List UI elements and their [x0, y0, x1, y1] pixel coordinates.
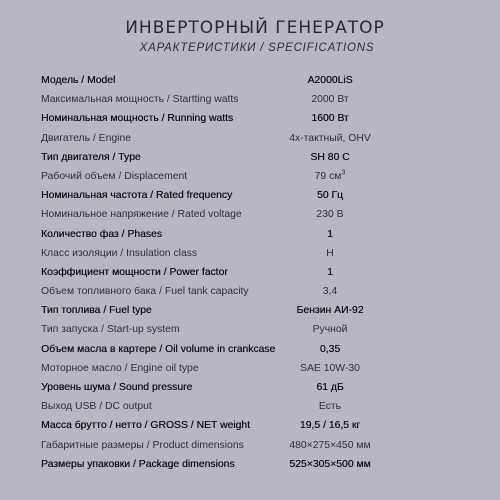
spec-value-text: 0,35: [319, 343, 341, 355]
spec-row: [0, 205, 500, 224]
spec-row: [0, 455, 500, 474]
spec-value: [310, 148, 349, 167]
spec-label: Количество фаз / Phases: [41, 228, 162, 240]
page-header: [0, 18, 500, 54]
spec-row: [0, 90, 500, 109]
spec-value-text: Есть: [318, 401, 342, 413]
spec-value: [289, 436, 370, 455]
spec-row: [0, 397, 500, 416]
spec-label: Выход USB / DC output: [41, 401, 152, 413]
spec-value: [289, 455, 370, 474]
spec-label: Номинальная частота / Rated frequency: [41, 190, 233, 202]
specifications-table: [0, 71, 500, 474]
spec-value-text: 1600 Вт: [311, 113, 349, 125]
spec-value-text: 79 см: [314, 170, 342, 182]
spec-label: Объем масла в картере / Oil volume in crankcase: [41, 343, 276, 355]
spec-label: Номинальная мощность / Running watts: [41, 113, 234, 125]
spec-row: [0, 301, 500, 320]
spec-value: [311, 109, 348, 128]
spec-value-text: Ручной: [312, 324, 348, 336]
spec-value: [289, 129, 371, 148]
spec-row: [0, 282, 500, 301]
spec-value-text: 3,4: [322, 286, 338, 298]
spec-row: [0, 436, 500, 455]
spec-row: [0, 167, 500, 186]
spec-row: [0, 320, 500, 339]
spec-value: [311, 90, 348, 109]
spec-value: [297, 301, 364, 320]
spec-label: Габаритные размеры / Product dimensions: [41, 439, 244, 451]
spec-label: Модель / Model: [41, 75, 116, 86]
spec-row: [0, 340, 500, 359]
spec-row: [0, 109, 500, 128]
spec-value-text: H: [326, 247, 334, 259]
spec-label: Двигатель / Engine: [41, 132, 132, 144]
spec-value-text: 61 дБ: [316, 382, 344, 393]
spec-value-text: 1: [327, 266, 333, 278]
spec-value-text: 50 Гц: [316, 190, 344, 202]
spec-label: Номинальное напряжение / Rated voltage: [41, 209, 242, 221]
spec-label: Максимальная мощность / Startting watts: [41, 94, 239, 106]
spec-label: Моторное масло / Engine oil type: [41, 362, 199, 374]
spec-value-text: 525×305×500 мм: [289, 458, 371, 470]
spec-value: [300, 359, 360, 378]
page-subtitle: ХАРАКТЕРИСТИКИ / SPECIFICATIONS: [139, 42, 375, 54]
spec-value: [300, 416, 360, 435]
spec-row: [0, 359, 500, 378]
spec-label: Тип топлива / Fuel type: [41, 305, 152, 317]
spec-value: [319, 397, 341, 416]
spec-value-text: 4х-тактный, OHV: [289, 132, 371, 144]
spec-value: [313, 320, 348, 339]
spec-value: [327, 263, 333, 282]
spec-value-text: 480×275×450 мм: [289, 439, 371, 451]
spec-label: Рабочий объем / Displacement: [41, 170, 188, 182]
spec-label: Класс изоляции / Insulation class: [41, 247, 198, 259]
spec-row: [0, 129, 500, 148]
spec-value: [327, 225, 333, 244]
spec-value-text: 2000 Вт: [311, 94, 349, 106]
spec-value-text: 1: [327, 228, 333, 240]
spec-value-text: 19,5 / 16,5 кг: [299, 420, 361, 432]
spec-row: [0, 244, 500, 263]
spec-label: Уровень шума / Sound pressure: [41, 382, 193, 393]
spec-value-text: A2000LiS: [307, 75, 353, 86]
page-title: ИНВЕРТОРНЫЙ ГЕНЕРАТОР: [125, 18, 385, 38]
spec-value: [315, 167, 346, 186]
spec-value: [316, 378, 343, 397]
spec-value-superscript: 3: [341, 169, 346, 177]
spec-label: Объем топливного бака / Fuel tank capacity: [41, 286, 249, 298]
spec-label: Масса брутто / нетто / GROSS / NET weight: [41, 420, 250, 432]
spec-value: [307, 71, 352, 90]
spec-row: [0, 71, 500, 90]
spec-row: [0, 186, 500, 205]
spec-row: [0, 148, 500, 167]
spec-value-text: SAE 10W-30: [300, 362, 360, 374]
spec-value: [323, 282, 337, 301]
spec-value: [326, 244, 334, 263]
spec-value-text: 230 В: [316, 209, 344, 221]
spec-row: [0, 263, 500, 282]
spec-value: [320, 340, 340, 359]
spec-value: [316, 205, 343, 224]
spec-value-text: Бензин АИ-92: [296, 305, 364, 317]
spec-row: [0, 416, 500, 435]
spec-label: Тип двигателя / Type: [41, 151, 141, 163]
spec-value-text: SH 80 C: [310, 151, 350, 163]
spec-value: [317, 186, 343, 205]
spec-row: [0, 225, 500, 244]
spec-row: [0, 378, 500, 397]
spec-label: Коэффициент мощности / Power factor: [41, 266, 228, 278]
spec-label: Тип запуска / Start-up system: [41, 324, 180, 336]
spec-label: Размеры упаковки / Package dimensions: [41, 458, 235, 470]
